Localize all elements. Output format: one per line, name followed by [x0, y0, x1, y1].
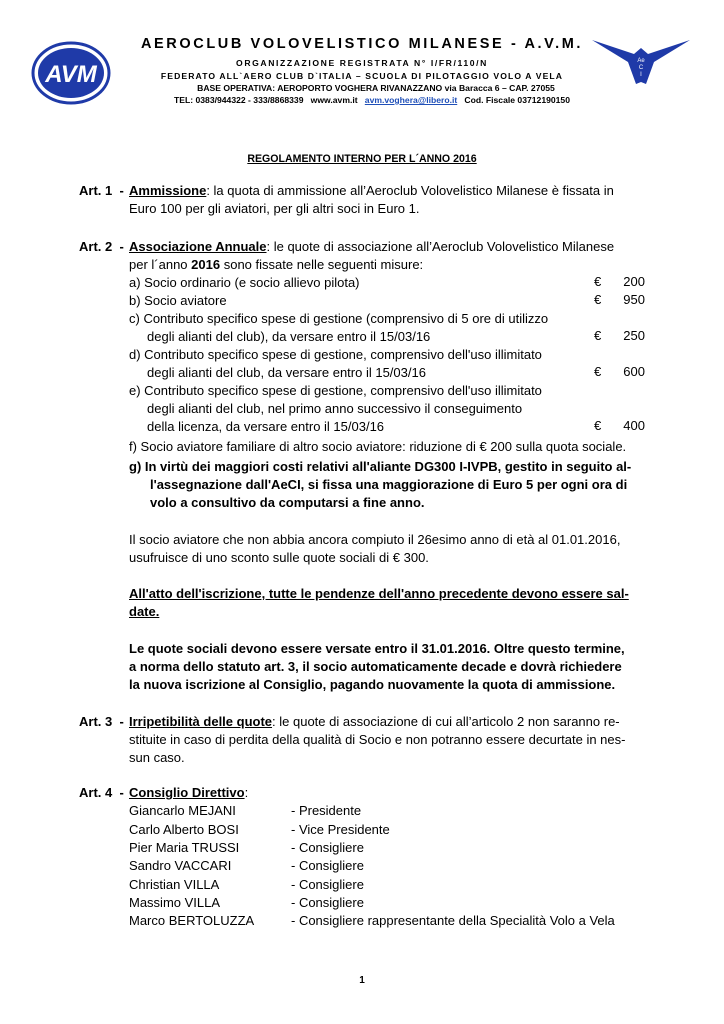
deadline-line1: Le quote sociali devono essere versate entro il 31.01.2016. Oltre questo termine,: [129, 641, 625, 656]
fee-item-g-line1: g) In virtù dei maggiori costi relativi all'aliante DG300 I-IVPB, gestito in seguito al-: [129, 459, 632, 474]
fee-item-e-amount: 400: [623, 418, 645, 433]
document-title: REGOLAMENTO INTERNO PER L´ANNO 2016: [247, 153, 477, 165]
board-member-name: Giancarlo MEJANI: [129, 803, 236, 818]
fee-item-e-currency: €: [594, 418, 602, 433]
pending-line1: All'atto dell'iscrizione, tutte le pendenze dell'anno precedente devono essere sal-: [129, 586, 629, 601]
board-member-name: Massimo VILLA: [129, 895, 221, 910]
fee-item-d-currency: €: [594, 364, 602, 379]
art2-heading: Associazione Annuale: [129, 239, 267, 254]
fee-item-a-currency: €: [594, 274, 602, 289]
art3-line2: stituite in caso di perdita della qualità di Socio e non potranno essere decurtate in nes-: [129, 732, 626, 747]
club-title: AEROCLUB VOLOVELISTICO MILANESE - A.V.M.: [140, 36, 584, 52]
fee-item-f: f) Socio aviatore familiare di altro socio aviatore: riduzione di € 200 sulla quota sociale.: [129, 439, 627, 454]
under26-line2: usufruisce di uno sconto sulle quote sociali di € 300.: [129, 550, 429, 565]
website: www.avm.it: [310, 95, 358, 105]
art3-line3: sun caso.: [129, 750, 185, 765]
fee-item-d: d) Contributo specifico spese di gestione, comprensivo dell'uso illimitato: [129, 347, 542, 362]
svg-text:C: C: [638, 65, 644, 71]
pending-line2: date.: [129, 604, 160, 619]
board-member-name: Pier Maria TRUSSI: [129, 840, 240, 855]
fee-item-b: b) Socio aviatore: [129, 293, 227, 308]
art4-heading: Consiglio Direttivo: [129, 785, 245, 800]
deadline-line2: a norma dello statuto art. 3, il socio automaticamente decade e dovrà richiedere: [129, 659, 622, 674]
fee-item-c: c) Contributo specifico spese di gestione (comprensivo di 5 ore di utilizzo: [129, 311, 549, 326]
fee-item-e-cont2: della licenza, da versare entro il 15/03/16: [147, 419, 385, 434]
under26-line1: Il socio aviatore che non abbia ancora compiuto il 26esimo anno di età al 01.01.2016,: [129, 532, 621, 547]
svg-text:I: I: [640, 72, 642, 78]
board-member-role: - Consigliere: [291, 877, 364, 892]
page-number: 1: [359, 975, 365, 986]
registration-line: ORGANIZZAZIONE REGISTRATA N° I/FR/110/N: [236, 58, 488, 68]
fee-item-c-amount: 250: [623, 328, 645, 343]
art3-heading: Irripetibilità delle quote: [129, 714, 273, 729]
art4-number: Art. 4 -: [79, 785, 124, 800]
email-link[interactable]: avm.voghera@libero.it: [364, 95, 458, 105]
fee-item-b-currency: €: [594, 292, 602, 307]
art1-line1: Ammissione: la quota di ammissione all’Aeroclub Volovelistico Milanese è fissata in: [129, 183, 614, 198]
fee-item-a-amount: 200: [623, 274, 645, 289]
fee-item-b-amount: 950: [623, 292, 645, 307]
board-member-role: - Consigliere: [291, 895, 364, 910]
board-member-role: - Consigliere: [291, 840, 364, 855]
art3-number: Art. 3 -: [79, 714, 124, 729]
fee-item-e-cont: degli alianti del club, nel primo anno successivo il conseguimento: [147, 401, 523, 416]
board-member-role: - Vice Presidente: [291, 822, 390, 837]
art1-number: Art. 1 -: [79, 183, 124, 198]
board-member-name: Christian VILLA: [129, 877, 220, 892]
fee-item-g-line3: volo a consultivo da computarsi a fine anno.: [150, 495, 425, 510]
board-member-role: - Presidente: [291, 803, 362, 818]
svg-text:Ae: Ae: [637, 58, 645, 64]
contact-line: [10, 95, 724, 105]
board-member-name: Marco BERTOLUZZA: [129, 913, 255, 928]
art1-heading: Ammissione: [129, 183, 207, 198]
board-member-role: - Consigliere: [291, 858, 364, 873]
fee-item-c-cont: degli alianti del club), da versare entro il 15/03/16: [147, 329, 431, 344]
fee-item-d-cont: degli alianti del club, da versare entro il 15/03/16: [147, 365, 426, 380]
art1-line2: Euro 100 per gli aviatori, per gli altri soci in Euro 1.: [129, 201, 420, 216]
fee-item-a: a) Socio ordinario (e socio allievo pilota): [129, 275, 360, 290]
federation-line: FEDERATO ALL`AERO CLUB D`ITALIA – SCUOLA DI PILOTAGGIO VOLO A VELA: [160, 71, 564, 81]
board-member-name: Sandro VACCARI: [129, 858, 232, 873]
board-member-role: - Consigliere rappresentante della Specialità Volo a Vela: [291, 913, 615, 928]
deadline-line3: la nuova iscrizione al Consiglio, pagando nuovamente la quota di ammissione.: [129, 677, 616, 692]
fee-item-c-currency: €: [594, 328, 602, 343]
art3-line1: Irripetibilità delle quote: le quote di associazione di cui all’articolo 2 non saranno re-: [129, 714, 620, 729]
svg-text:AVM: AVM: [45, 61, 97, 88]
fee-item-g-line2: l'assegnazione dall'AeCI, si fissa una maggiorazione di Euro 5 per ogni ora di: [150, 477, 628, 492]
fee-item-d-amount: 600: [623, 364, 645, 379]
fiscal-code: Cod. Fiscale 03712190150: [464, 95, 570, 105]
art2-number: Art. 2 -: [79, 239, 124, 254]
fee-item-e: e) Contributo specifico spese di gestione, comprensivo dell'uso illimitato: [129, 383, 542, 398]
art2-line1: Associazione Annuale: le quote di associazione all’Aeroclub Volovelistico Milanese: [129, 239, 615, 254]
base-address-line: BASE OPERATIVA: AEROPORTO VOGHERA RIVANAZZANO via Baracca 6 – CAP. 27055: [197, 83, 555, 93]
phone-numbers: TEL: 0383/944322 - 333/8868339: [174, 95, 304, 105]
art2-line2: per l´anno 2016 sono fissate nelle seguenti misure:: [129, 257, 424, 272]
board-member-name: Carlo Alberto BOSI: [129, 822, 239, 837]
art4-heading-line: Consiglio Direttivo:: [129, 785, 249, 800]
